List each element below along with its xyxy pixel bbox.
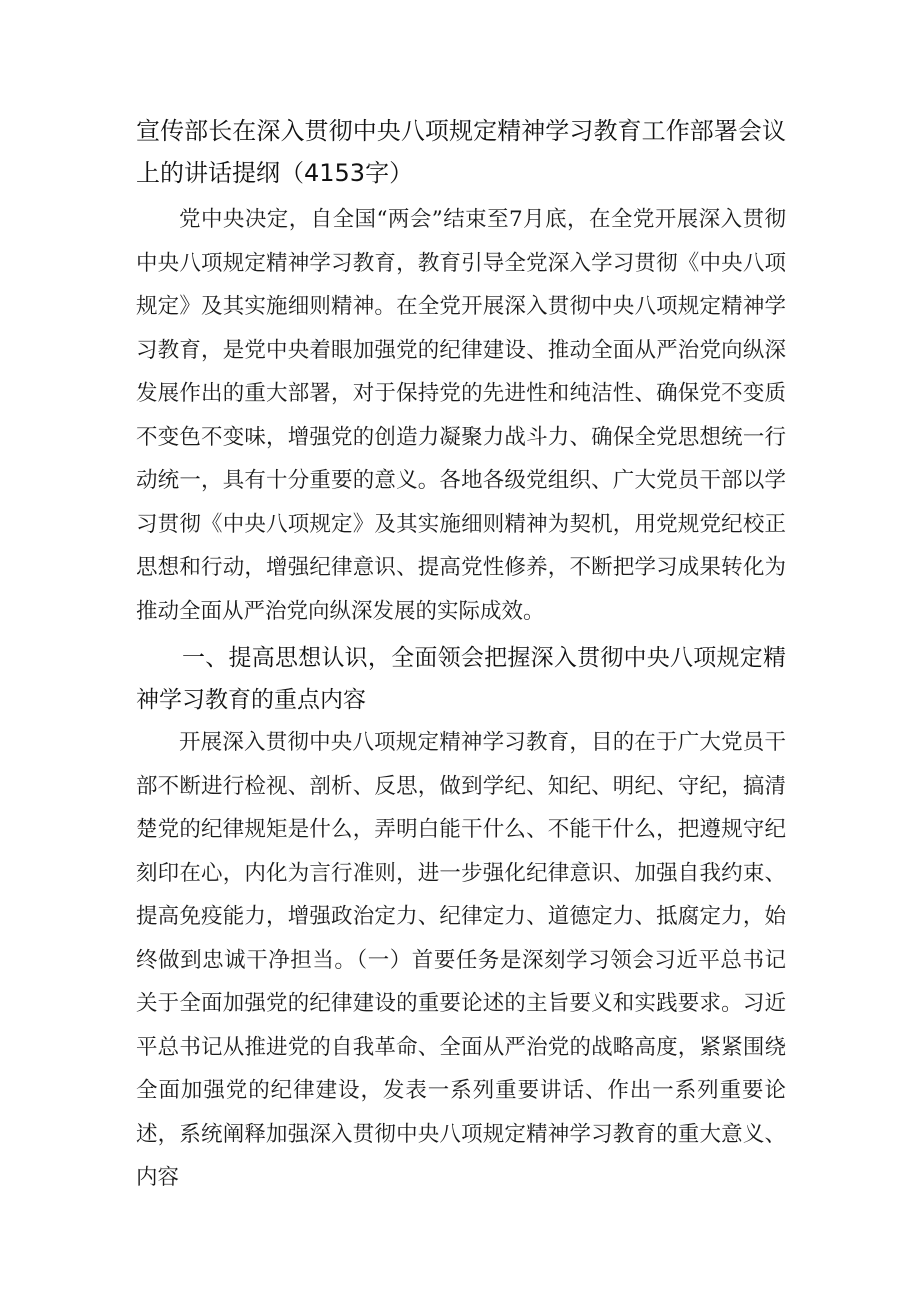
section-heading: 一、提高思想认识，全面领会把握深入贯彻中央八项规定精神学习教育的重点内容 — [136, 645, 786, 713]
section-paragraph: 开展深入贯彻中央八项规定精神学习教育，目的在于广大党员干部不断进行检视、剖析、反思，做到学纪、知纪、明纪、守纪，搞清楚党的纪律规矩是什么，弄明白能干什么、不能干什么，把遵规守纪刻印在心，内化为言行准则，进一步强化纪律意识、加强自我约束、提高免疫能力，增强政治定力、纪律定力、道德定力、抵腐定力，始终做到忠诚干净担当。（一）首要任务是深刻学习领会习近平总书记关于全面加强党的纪律建设的重要论述的主旨要义和实践要求。习近平总书记从推进党的自我革命、全面从严治党的战略高度，紧紧围绕全面加强党的纪律建设，发表一系列重要讲话、作出一系列重要论述，系统阐释加强深入贯彻中央八项规定精神学习教育的重大意义、内容 — [136, 730, 786, 1190]
document-body — [136, 110, 786, 1200]
intro-paragraph: 党中央决定，自全国“两会”结束至7月底，在全党开展深入贯彻中央八项规定精神学习教育，教育引导全党深入学习贯彻《中央八项规定》及其实施细则精神。在全党开展深入贯彻中央八项规定精神学习教育，是党中央着眼加强党的纪律建设、推动全面从严治党向纵深发展作出的重大部署，对于保持党的先进性和纯洁性、确保党不变质不变色不变味，增强党的创造力凝聚力战斗力、确保全党思想统一行动统一，具有十分重要的意义。各地各级党组织、广大党员干部以学习贯彻《中央八项规定》及其实施细则精神为契机，用党规党纪校正思想和行动，增强纪律意识、提高党性修养，不断把学习成果转化为推动全面从严治党向纵深发展的实际成效。 — [136, 207, 786, 624]
document-title: 宣传部长在深入贯彻中央八项规定精神学习教育工作部署会议上的讲话提纲（4153字） — [136, 117, 786, 187]
